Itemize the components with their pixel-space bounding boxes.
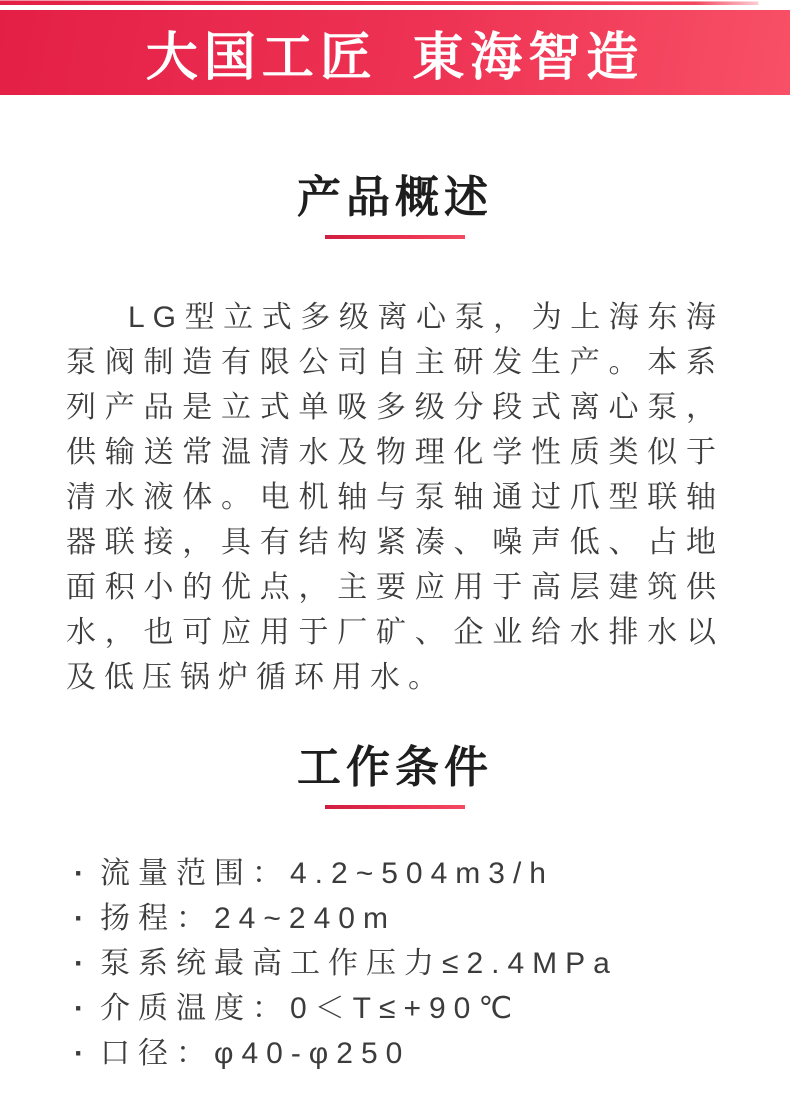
bullet-icon: · [74, 992, 92, 1025]
list-item-text: 泵系统最高工作压力≤2.4MPa [100, 947, 618, 980]
list-item-text: 扬程：24~240m [100, 902, 396, 935]
title-underline [325, 235, 465, 239]
working-conditions-title: 工作条件 [297, 743, 493, 792]
bullet-icon: · [74, 857, 92, 890]
banner-title: 大国工匠 東海智造 [145, 29, 645, 87]
list-item [74, 851, 724, 896]
bullet-icon: · [74, 1037, 92, 1070]
list-item-text: 口径：φ40-φ250 [100, 1037, 411, 1070]
section-product-overview [66, 173, 724, 700]
top-edge-strip [0, 0, 790, 5]
section-working-conditions [66, 743, 724, 1076]
product-overview-title: 产品概述 [297, 173, 493, 222]
conditions-list [66, 851, 724, 1076]
list-item [74, 1031, 724, 1076]
bullet-icon: · [74, 947, 92, 980]
list-item [74, 896, 724, 941]
list-item [74, 941, 724, 986]
list-item-text: 介质温度：0＜T≤+90℃ [100, 992, 521, 1025]
title-underline [325, 805, 465, 809]
list-item [74, 986, 724, 1031]
list-item-text: 流量范围：4.2~504m3/h [100, 857, 554, 890]
header-banner [0, 10, 790, 95]
product-description: LG型立式多级离心泵，为上海东海泵阀制造有限公司自主研发生产。本系列产品是立式单吸多级分段式离心泵，供输送常温清水及物理化学性质类似于清水液体。电机轴与泵轴通过爪型联轴器联接，具有结构紧凑、噪声低、占地面积小的优点，主要应用于高层建筑供水，也可应用于厂矿、企业给水排水以及低压锅炉循环用水。 [66, 301, 724, 694]
page-content [0, 173, 790, 1076]
bullet-icon: · [74, 902, 92, 935]
